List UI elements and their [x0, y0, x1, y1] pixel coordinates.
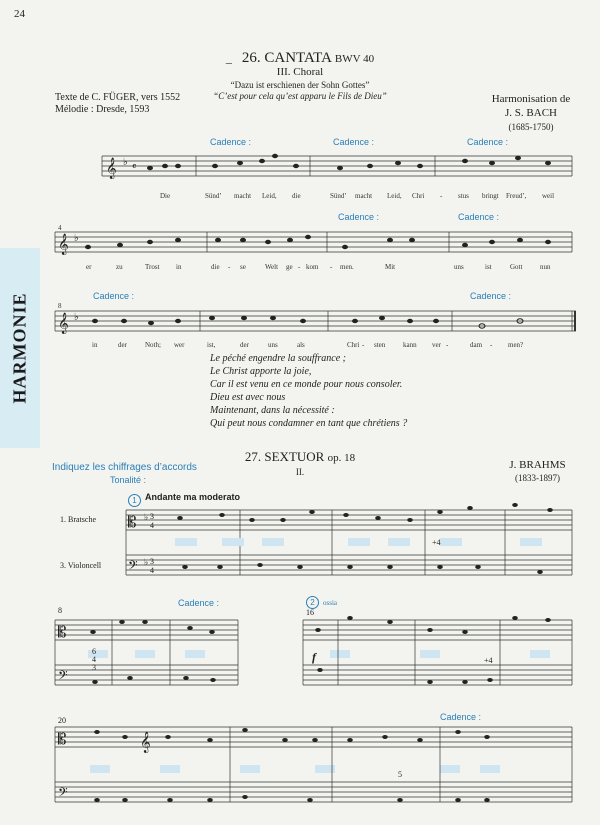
cantata-title: 26. CANTATA	[241, 50, 332, 66]
lyric: Sünd’	[330, 192, 347, 200]
melody-credit: Mélodie : Dresde, 1593	[55, 104, 150, 115]
harm-label: Harmonisation de	[491, 93, 571, 105]
lyric: ist,	[207, 341, 216, 349]
treble-clef-icon: 𝄞	[58, 313, 69, 333]
cadence-label: Cadence :	[333, 137, 375, 147]
choral-staff-3	[55, 311, 576, 331]
poem-line: Dieu est avec nous	[210, 392, 286, 403]
svg-text:𝄴: 𝄴	[132, 162, 137, 173]
svg-text:♭: ♭	[74, 233, 79, 244]
lyric: -	[228, 263, 231, 271]
lyric: Leid,	[262, 192, 277, 200]
svg-text:𝄢: 𝄢	[58, 670, 68, 686]
lyric: uns	[268, 341, 278, 349]
lyric: -	[490, 341, 493, 349]
poem-line: Maintenant, dans la nécessité :	[210, 405, 335, 416]
lyric: -	[446, 341, 449, 349]
lyric: Sünd’	[205, 192, 222, 200]
cantata-composer: J. S. BACH	[505, 107, 557, 119]
figure-answer-boxes	[88, 538, 550, 773]
cadence-label: Cadence :	[440, 712, 482, 722]
lyric: macht	[355, 192, 373, 200]
cantata-composer-dates: (1685-1750)	[508, 122, 554, 132]
svg-text:𝄡: 𝄡	[58, 732, 67, 748]
lyric: weil	[542, 192, 555, 200]
translation-poem	[210, 352, 407, 430]
treble-clef-icon: 𝄞	[106, 158, 117, 178]
cadence-label: Cadence :	[458, 212, 500, 222]
dynamic-marking: f	[312, 650, 316, 664]
lyric: Welt	[265, 263, 279, 271]
exercise-instruction: Indiquez les chiffrages d’accords	[52, 462, 197, 473]
choral-staff-1	[102, 156, 572, 176]
lyric: als	[297, 341, 305, 349]
marker-1	[128, 490, 141, 508]
lyric: Gott	[510, 263, 523, 271]
lyric: dam	[470, 341, 483, 349]
svg-text:𝄢: 𝄢	[128, 560, 138, 576]
figure: +4	[432, 538, 441, 547]
cadence-label: Cadence :	[467, 137, 509, 147]
lyric: -	[298, 263, 301, 271]
svg-text:𝄢: 𝄢	[58, 787, 68, 803]
poem-line: Le péché engendre la souffrance ;	[210, 353, 346, 364]
lyric: macht	[234, 192, 252, 200]
svg-text:♭: ♭	[123, 157, 128, 168]
instrument-label: 1. Bratsche	[60, 515, 96, 524]
cantata-movement: III. Choral	[276, 66, 324, 78]
svg-text:𝄞: 𝄞	[140, 732, 151, 752]
sextuor-composer-dates: (1833-1897)	[515, 473, 560, 483]
lyric: -	[330, 263, 333, 271]
lyric: nun	[540, 263, 551, 271]
treble-clef-icon: 𝄞	[58, 234, 69, 254]
lyric: Mit	[385, 263, 396, 271]
lyric: zu	[116, 263, 123, 271]
tonality-label: Tonalité :	[110, 475, 147, 485]
svg-text:4: 4	[150, 521, 154, 530]
svg-text:4: 4	[58, 224, 62, 232]
measure-number: 8	[58, 606, 62, 615]
figure: 6	[92, 647, 96, 656]
figure: 3	[92, 663, 96, 672]
lyric: bringt	[482, 192, 499, 200]
poem-line: Le Christ apporte la joie,	[210, 366, 312, 377]
lyric: in	[176, 263, 182, 271]
lyric: die	[211, 263, 220, 271]
svg-text:♭: ♭	[144, 512, 149, 522]
page-number: 24	[14, 8, 25, 20]
measure-number: 16	[306, 608, 314, 617]
lyric: Noth;	[145, 341, 161, 349]
cantata-german-title: “Dazu ist erschienen der Sohn Gottes”	[230, 80, 370, 90]
lyric: der	[240, 341, 249, 349]
lyric: men?	[508, 341, 524, 349]
lyric: die	[292, 192, 301, 200]
cantata-catalog: BWV 40	[334, 53, 375, 65]
lyric: -	[362, 341, 365, 349]
ossia-label: ossia	[323, 599, 337, 607]
cantata-french-title: “C’est pour cela qu’est apparu le Fils de Dieu”	[213, 91, 387, 101]
lyric: wer	[174, 341, 185, 349]
sextuor-movement: II.	[295, 467, 305, 477]
side-tab-label: HARMONIE	[9, 292, 30, 404]
lyric: in	[92, 341, 98, 349]
lyric: Chri	[412, 192, 425, 200]
lyric: sten	[374, 341, 386, 349]
lyric: kom	[306, 263, 319, 271]
text-credit: Texte de C. FÜGER, vers 1552	[55, 92, 181, 103]
svg-text:♭: ♭	[74, 312, 79, 323]
lyric: der	[118, 341, 127, 349]
section-marker: 2	[306, 596, 319, 609]
cadence-label: Cadence :	[93, 291, 135, 301]
sextuor-composer: J. BRAHMS	[509, 459, 566, 471]
figure: 5	[398, 770, 402, 779]
lyric: Die	[160, 192, 171, 200]
svg-text:♭: ♭	[144, 557, 149, 567]
poem-line: Car il est venu en ce monde pour nous consoler.	[210, 379, 403, 390]
sextuor-opus: op. 18	[327, 452, 356, 464]
svg-text:𝄡: 𝄡	[58, 625, 67, 641]
lyric: Leid,	[387, 192, 402, 200]
lyric: ge	[286, 263, 293, 271]
lyric: kann	[403, 341, 417, 349]
sextuor-system-3	[55, 727, 572, 802]
lyric: Trost	[145, 263, 160, 271]
tempo-marking: Andante ma moderato	[145, 492, 241, 502]
lyric: Freud’,	[506, 192, 527, 200]
lyric: -	[440, 192, 443, 200]
lyric: er	[86, 263, 92, 271]
instrument-label: 3. Violoncell	[60, 561, 102, 570]
sextuor-composer-block	[500, 459, 575, 485]
cadence-label: Cadence :	[470, 291, 512, 301]
lyric: se	[240, 263, 246, 271]
cadence-label: Cadence :	[210, 137, 252, 147]
lyric: men.	[340, 263, 354, 271]
svg-text:3: 3	[150, 557, 154, 566]
lyric: stus	[458, 192, 469, 200]
figure: +4	[484, 656, 493, 665]
poem-line: Qui peut nous condamner en tant que chrétiens ?	[210, 418, 408, 429]
svg-text:𝄡: 𝄡	[128, 515, 137, 531]
cantata-title-line: _ 26. CANTATA BWV 40	[225, 50, 375, 66]
figure: 4	[92, 655, 96, 664]
svg-text:4: 4	[150, 566, 154, 575]
lyric: ver	[432, 341, 441, 349]
svg-text:3: 3	[150, 512, 154, 521]
lyric: uns	[454, 263, 464, 271]
measure-number: 20	[58, 716, 66, 725]
lyric: ist	[485, 263, 492, 271]
cadence-label: Cadence :	[338, 212, 380, 222]
cadence-label: Cadence :	[178, 598, 220, 608]
section-marker: 1	[128, 494, 141, 507]
svg-text:8: 8	[58, 302, 62, 310]
sextuor-title: 27. SEXTUOR	[244, 449, 325, 464]
lyric: Chri	[347, 341, 360, 349]
